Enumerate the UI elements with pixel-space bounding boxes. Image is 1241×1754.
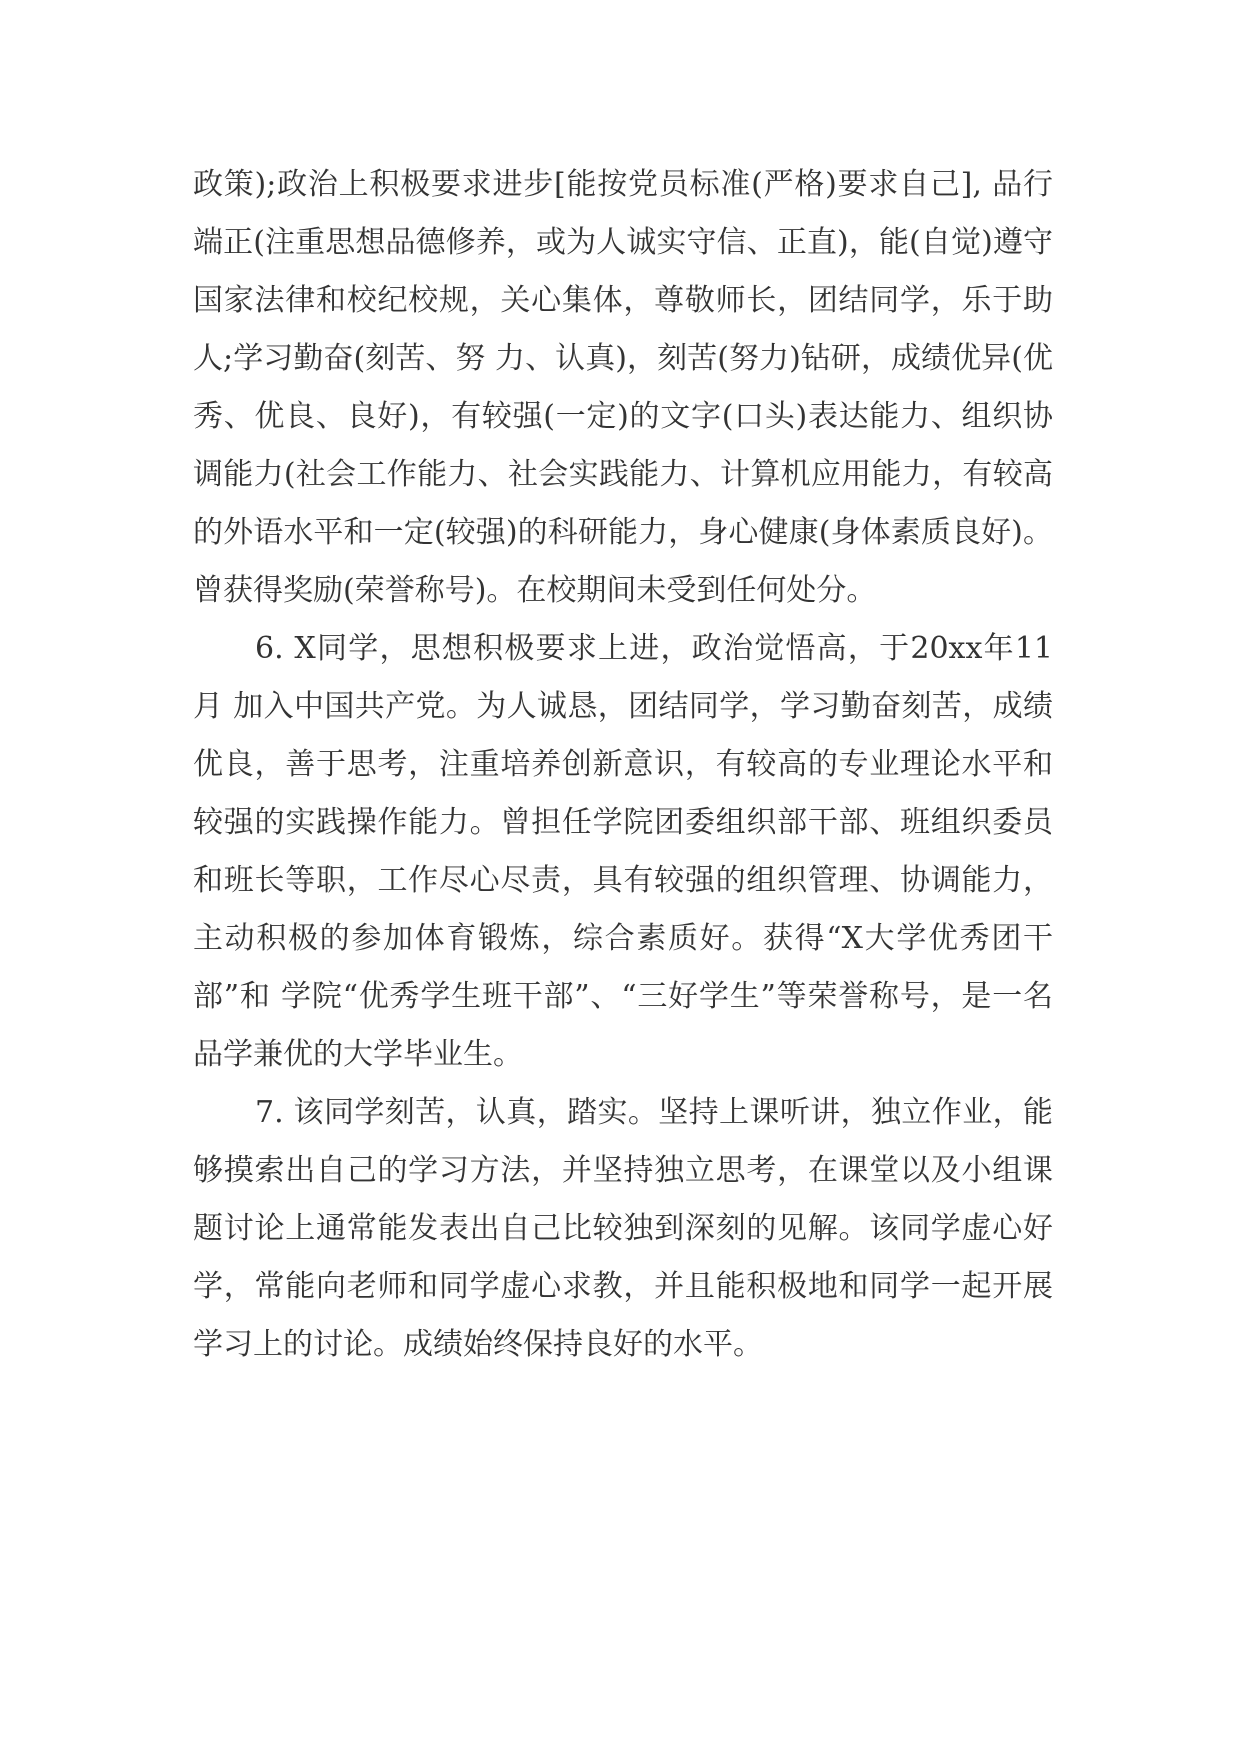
paragraph-item-6: 6. X同学，思想积极要求上进，政治觉悟高，于20xx年11月 加入中国共产党。为人诚恳，团结同学，学习勤奋刻苦，成绩优良，善于思考，注重培养创新意识，有较高的专业理论水平和较强的实践操作能力。曾担任学院团委组织部干部、班组织委员和班长等职，工作尽心尽责，具有较强的组织管理、协调能力，主动积极的参加体育锻炼，综合素质好。获得“X大学优秀团干部”和 学院“优秀学生班干部”、“三好学生”等荣誉称号，是一名品学兼优的大学毕业生。 xyxy=(193,631,1053,1072)
paragraph-item-7: 7. 该同学刻苦，认真，踏实。坚持上课听讲，独立作业，能够摸索出自己的学习方法，并坚持独立思考，在课堂以及小组课题讨论上通常能发表出自己比较独到深刻的见解。该同学虚心好学，常能向老师和同学虚心求教，并且能积极地和同学一起开展学习上的讨论。成绩始终保持良好的水平。 xyxy=(193,1095,1053,1362)
paragraph-continuation: 政策);政治上积极要求进步[能按党员标准(严格)要求自己], 品行端正(注重思想品德修养，或为人诚实守信、正直)，能(自觉)遵守国家法律和校纪校规，关心集体，尊敬师长，团结同学，乐于助人;学习勤奋(刻苦、努 力、认真)，刻苦(努力)钻研，成绩优异(优秀、优良、良好)，有较强(一定)的文字(口头)表达能力、组织协调能力(社会工作能力、社会实践能力、计算机应用能力，有较高的外语水平和一定(较强)的科研能力，身心健康(身体素质良好)。曾获得奖励(荣誉称号)。在校期间未受到任何处分。 xyxy=(193,167,1053,608)
document-body xyxy=(193,156,1053,1374)
